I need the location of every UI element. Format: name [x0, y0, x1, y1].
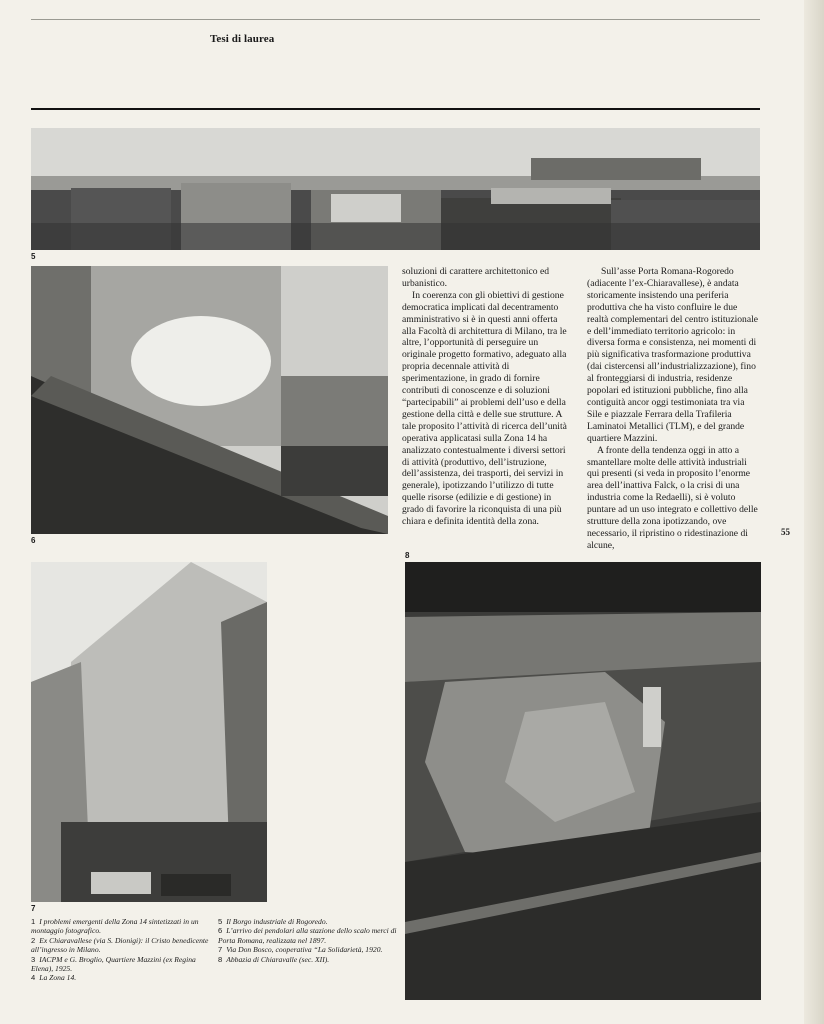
photo-rogoredo-panorama — [31, 128, 760, 250]
caption-item — [31, 973, 211, 982]
captions-left — [31, 917, 211, 983]
caption-number: 1 — [31, 917, 36, 926]
caption-text: Ex Chiaravallese (via S. Dionigi): il Cristo benedicente all’ingresso in Milano. — [31, 935, 209, 955]
caption-item — [31, 917, 211, 936]
top-rule — [31, 19, 760, 20]
caption-item — [31, 955, 211, 974]
caption-number: 4 — [31, 973, 36, 983]
figure-number: 5 — [31, 252, 36, 261]
caption-text: IACPM e G. Broglio, Quartiere Mazzini (ex Regina Elena), 1925. — [31, 954, 196, 974]
header-rule — [31, 108, 760, 110]
section-title: Tesi di laurea — [210, 33, 275, 45]
text-column-left — [402, 266, 572, 528]
caption-text: Abbazia di Chiaravalle (sec. XII). — [226, 954, 330, 964]
paragraph: A fronte della tendenza oggi in atto a smantellare molte delle attività industriali qui presenti (si veda in proposito l’enorme area dell’inattiva Falck, o la crisi di una industria come la Redaelli), si è voluto puntare ad un uso integrato e collettivo delle strutture della zona ipotizzando, ove necessario, il ripristino o ridestinazione di alcune, — [587, 444, 758, 551]
figure-number: 8 — [405, 551, 410, 560]
captions-right — [218, 917, 398, 964]
page-number: 55 — [781, 527, 790, 537]
caption-number: 2 — [31, 935, 36, 945]
figure-number: 6 — [31, 536, 36, 545]
caption-item — [31, 936, 211, 955]
caption-number: 7 — [218, 945, 223, 955]
caption-text: L’arrivo dei pendolari alla stazione dello scalo merci di Porta Romana, realizzata nel 1897. — [218, 926, 397, 945]
figure-number: 7 — [31, 904, 36, 913]
page-spine-shadow — [804, 0, 824, 1024]
caption-item — [218, 955, 398, 964]
paragraph: soluzioni di carattere architettonico ed urbanistico. — [402, 266, 550, 289]
caption-number: 5 — [218, 917, 223, 926]
photo-chiaravalle-abbey-aerial — [405, 562, 761, 1000]
caption-text: La Zona 14. — [39, 973, 77, 983]
caption-item — [218, 917, 398, 926]
text-column-right — [587, 266, 759, 552]
paragraph: Sull’asse Porta Romana-Rogoredo (adiacente l’ex-Chiaravallese), è andata storicamente insistendo una periferia produttiva che ha visto confluire le due realtà complementari del centro istituzionale e dell’immediato territorio agricolo: in diversa forma e consistenza, nei momenti di più significativa trasformazione produttiva (dai cistercensi all’industrializzazione), fino al fronteggiarsi di industria, residenze popolari ed istituzioni pubbliche, fino alla contiguità ancor oggi testimoniata tra via Sile e piazzale Ferrara della Trafileria Laminatoi Metallici (TLM), e del grande quartiere Mazzini. — [587, 266, 759, 444]
caption-number: 6 — [218, 926, 223, 936]
caption-item — [218, 945, 398, 954]
caption-number: 3 — [31, 954, 36, 964]
photo-via-don-bosco — [31, 562, 267, 902]
paragraph: In coerenza con gli obiettivi di gestione democratica implicati dal decentramento amministrativo si è in questi anni offerta alla Facoltà di architettura di Milano, tra le altre, l’opportunità di perseguire un originale progetto formativo, adeguato alla propria decennale attività di sperimentazione, in grado di fornire contributi di conoscenze e di soluzioni “partecipabili” ai problemi dell’uso e della gestione della città e delle sue strutture. A tale proposito l’attività di ricerca dell’unità operativa applicatasi sulla Zona 14 ha analizzato contestualmente i diversi settori di attività (produttivo, dell’istruzione, dell’assistenza, dei trasporti, dei servizi in generale), ipotizzando l’utilizzo di tutte quelle risorse (edilizie e di gestione) in grado di favorire la riconquista di una più chiara e definita identità della zona. — [402, 289, 567, 528]
photo-commuters-station — [31, 266, 388, 534]
caption-number: 8 — [218, 954, 223, 964]
caption-text: I problemi emergenti della Zona 14 sintetizzati in un montaggio fotografico. — [31, 917, 199, 936]
caption-item — [218, 926, 398, 945]
caption-text: Via Don Bosco, cooperativa “La Solidarietà, 1920. — [226, 945, 383, 955]
caption-text: Il Borgo industriale di Rogoredo. — [226, 917, 328, 926]
